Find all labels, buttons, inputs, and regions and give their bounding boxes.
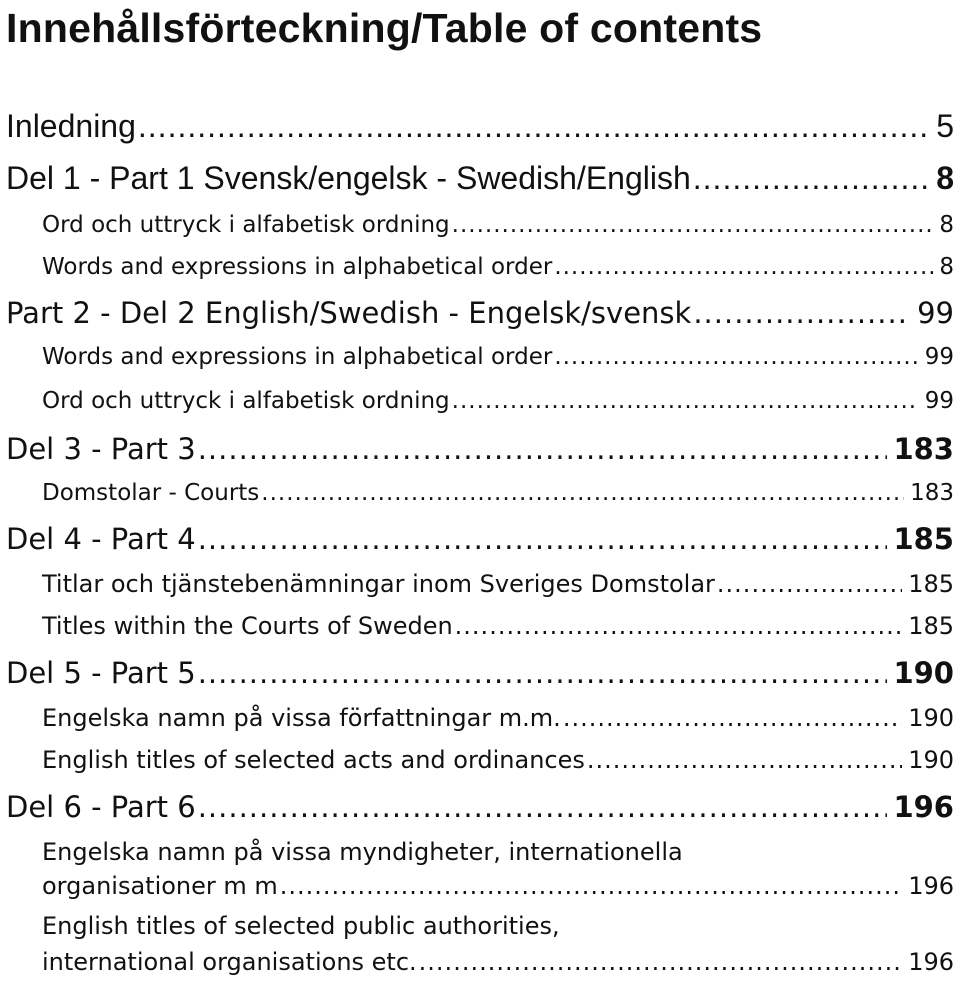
dot-leader <box>450 388 919 414</box>
dot-leader <box>561 704 902 732</box>
toc-entry-label: Domstolar - Courts <box>42 480 260 506</box>
dot-leader <box>691 296 911 330</box>
toc-entry-page: 196 <box>893 790 954 824</box>
toc-entry-page: 185 <box>908 570 954 598</box>
toc-entry-label: Inledning <box>6 108 136 144</box>
toc-entry-engelska-namn-forfattningar[interactable] <box>42 704 954 732</box>
toc-entry-inledning[interactable] <box>6 108 954 145</box>
toc-entry-label: Ord och uttryck i alfabetisk ordning <box>42 212 450 238</box>
toc-entry-page: 8 <box>939 212 954 238</box>
toc-entry-english-titles-authorities[interactable] <box>42 912 954 982</box>
dot-leader <box>691 160 930 197</box>
toc-entry-label: Del 4 - Part 4 <box>6 522 196 556</box>
toc-entry-words-and-expressions[interactable] <box>42 254 954 280</box>
toc-entry-label: Del 3 - Part 3 <box>6 432 196 466</box>
toc-entry-page: 8 <box>939 254 954 280</box>
toc-entry-label-line2: international organisations etc. <box>42 948 417 976</box>
dot-leader <box>196 656 888 690</box>
toc-entry-page: 196 <box>908 948 954 976</box>
page-title: Innehållsförteckning/Table of contents <box>6 5 763 51</box>
toc-entry-titlar[interactable] <box>42 570 954 598</box>
toc-entry-page: 190 <box>893 656 954 690</box>
toc-entry-label: Words and expressions in alphabetical order <box>42 254 553 280</box>
toc-entry-label-line1: Engelska namn på vissa myndigheter, internationella <box>42 838 683 866</box>
dot-leader <box>715 570 902 598</box>
toc-entry-engelska-namn-myndigheter[interactable] <box>42 838 954 906</box>
toc-entry-label: Titles within the Courts of Sweden <box>42 612 453 640</box>
dot-leader <box>552 344 918 370</box>
dot-leader <box>278 872 902 900</box>
toc-entry-label: Words and expressions in alphabetical order <box>42 344 553 370</box>
toc-entry-page: 99 <box>924 388 954 414</box>
toc-entry-label: Del 6 - Part 6 <box>6 790 196 824</box>
toc-entry-label: English titles of selected acts and ordinances <box>42 746 585 774</box>
toc-entry-titles-within-courts[interactable] <box>42 612 954 640</box>
toc-entry-part-5[interactable] <box>6 656 954 690</box>
dot-leader <box>136 108 930 145</box>
toc-entry-page: 5 <box>936 108 954 144</box>
toc-entry-label-line1: English titles of selected public authorities, <box>42 912 560 940</box>
toc-entry-page: 185 <box>908 612 954 640</box>
dot-leader <box>552 254 933 280</box>
toc-entry-part-1[interactable] <box>6 160 954 197</box>
toc-entry-label: Engelska namn på vissa författningar m.m. <box>42 704 561 732</box>
dot-leader <box>196 432 888 466</box>
toc-entry-part-4[interactable] <box>6 522 954 556</box>
toc-entry-page: 99 <box>917 296 954 330</box>
dot-leader <box>196 522 888 556</box>
toc-entry-page: 196 <box>908 872 954 900</box>
toc-entry-part-3[interactable] <box>6 432 954 466</box>
dot-leader <box>453 612 903 640</box>
toc-entry-page: 185 <box>893 522 954 556</box>
toc-entry-page: 190 <box>908 704 954 732</box>
toc-entry-page: 8 <box>936 160 954 196</box>
toc-entry-page: 190 <box>908 746 954 774</box>
toc-entry-part-6[interactable] <box>6 790 954 824</box>
toc-entry-ord-och-uttryck[interactable] <box>42 388 954 414</box>
toc-entry-words-and-expressions[interactable] <box>42 344 954 370</box>
toc-entry-label: Del 1 - Part 1 Svensk/engelsk - Swedish/English <box>6 160 691 196</box>
toc-entry-domstolar[interactable] <box>42 480 954 506</box>
toc-entry-ord-och-uttryck[interactable] <box>42 212 954 238</box>
toc-entry-page: 183 <box>910 480 954 506</box>
toc-entry-label: Ord och uttryck i alfabetisk ordning <box>42 388 450 414</box>
toc-entry-page: 183 <box>893 432 954 466</box>
dot-leader <box>450 212 934 238</box>
toc-entry-page: 99 <box>924 344 954 370</box>
dot-leader <box>196 790 888 824</box>
dot-leader <box>259 480 904 506</box>
toc-entry-label: Titlar och tjänstebenämningar inom Sveriges Domstolar <box>42 570 715 598</box>
toc-entry-part-2[interactable] <box>6 296 954 330</box>
dot-leader <box>585 746 902 774</box>
toc-entry-english-titles-acts[interactable] <box>42 746 954 774</box>
toc-entry-label: Del 5 - Part 5 <box>6 656 196 690</box>
toc-entry-label-line2: organisationer m m <box>42 872 278 900</box>
dot-leader <box>417 948 903 976</box>
toc-entry-label: Part 2 - Del 2 English/Swedish - Engelsk/svensk <box>6 296 692 330</box>
